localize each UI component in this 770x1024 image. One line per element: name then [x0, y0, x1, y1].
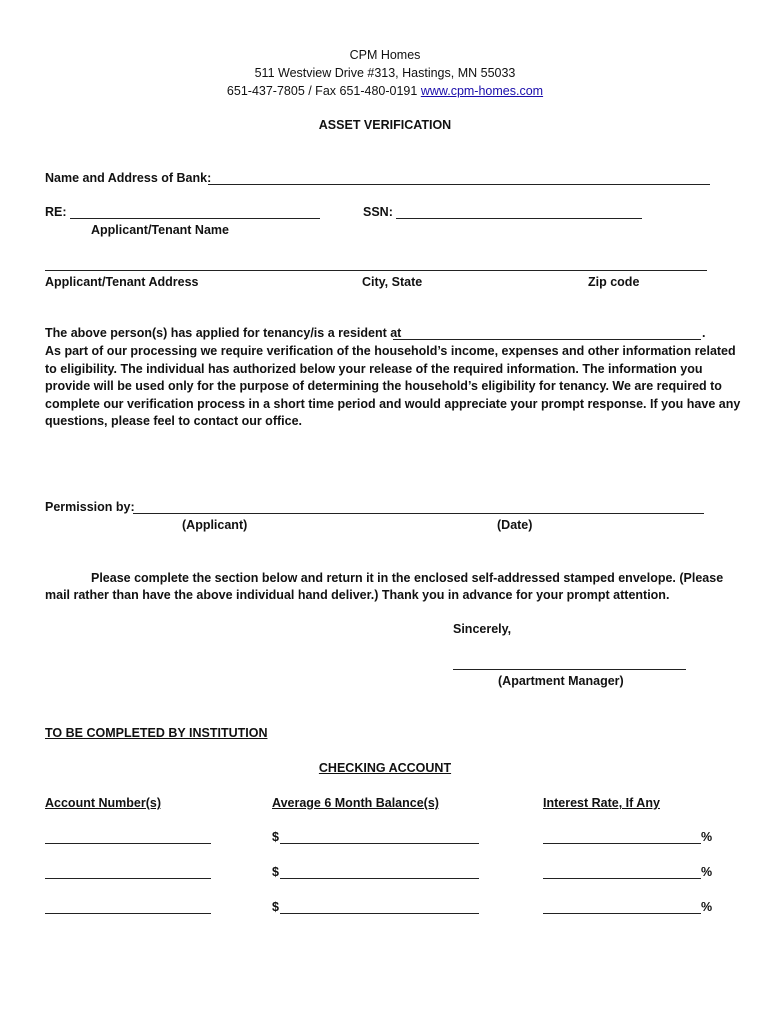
- instructions-line-1: Please complete the section below and return it in the enclosed self-addressed stamped envelope. (Please: [91, 571, 724, 585]
- website-link[interactable]: www.cpm-homes.com: [420, 84, 544, 98]
- column-interest-rate: Interest Rate, If Any: [543, 796, 660, 810]
- permission-label: Permission by:: [45, 500, 135, 514]
- percent-symbol: %: [701, 830, 713, 844]
- sincerely-text: Sincerely,: [453, 622, 512, 636]
- balance-field[interactable]: [280, 843, 479, 844]
- residence-field[interactable]: [393, 339, 701, 340]
- paragraph-line-2: As part of our processing we require verification of the household’s income, expenses and other information related: [45, 344, 736, 358]
- percent-symbol: %: [701, 900, 713, 914]
- manager-signature-field[interactable]: [453, 669, 686, 670]
- account-number-field[interactable]: [45, 843, 211, 844]
- applicant-caption: (Applicant): [182, 518, 248, 532]
- date-caption: (Date): [497, 518, 533, 532]
- bank-label: Name and Address of Bank:: [45, 171, 212, 185]
- paragraph-line-3: to eligibility. The individual has authorized below your release of the required information. The information you: [45, 362, 703, 376]
- account-number-field[interactable]: [45, 878, 211, 879]
- company-address: 511 Westview Drive #313, Hastings, MN 55033: [254, 66, 516, 80]
- city-state-label: City, State: [362, 275, 423, 289]
- company-name: CPM Homes: [349, 48, 421, 62]
- paragraph-line-5: complete our verification process in a short time period and would appreciate your prompt response. If you have any: [45, 397, 741, 411]
- institution-heading: TO BE COMPLETED BY INSTITUTION: [45, 726, 268, 740]
- interest-rate-field[interactable]: [543, 913, 701, 914]
- account-number-field[interactable]: [45, 913, 211, 914]
- balance-field[interactable]: [280, 878, 479, 879]
- paragraph-line-1-text: The above person(s) has applied for tenancy/is a resident at: [45, 326, 402, 340]
- paragraph-line-6: questions, please feel to contact our office.: [45, 414, 302, 428]
- ssn-field[interactable]: [396, 218, 642, 219]
- balance-field[interactable]: [280, 913, 479, 914]
- percent-symbol: %: [701, 865, 713, 879]
- company-contact: [0, 84, 770, 98]
- residence-field-period: .: [702, 326, 706, 340]
- column-average-balance: Average 6 Month Balance(s): [272, 796, 439, 810]
- currency-symbol: $: [272, 830, 279, 844]
- ssn-label: SSN:: [363, 205, 393, 219]
- interest-rate-field[interactable]: [543, 878, 701, 879]
- bank-field[interactable]: [208, 184, 710, 185]
- address-field[interactable]: [45, 270, 707, 271]
- phone-fax: 651-437-7805 / Fax 651-480-0191: [226, 84, 418, 98]
- manager-caption: (Apartment Manager): [498, 674, 624, 688]
- permission-signature-field[interactable]: [133, 513, 704, 514]
- checking-account-heading: CHECKING ACCOUNT: [318, 761, 452, 775]
- re-field[interactable]: [70, 218, 320, 219]
- interest-rate-field[interactable]: [543, 843, 701, 844]
- paragraph-line-4: provide will be used only for the purpose of determining the household’s eligibility for tenancy. We are required to: [45, 379, 722, 393]
- applicant-name-label: Applicant/Tenant Name: [91, 223, 229, 237]
- zip-label: Zip code: [588, 275, 640, 289]
- currency-symbol: $: [272, 865, 279, 879]
- currency-symbol: $: [272, 900, 279, 914]
- paragraph-line-1: [45, 325, 401, 343]
- applicant-address-label: Applicant/Tenant Address: [45, 275, 199, 289]
- form-title: ASSET VERIFICATION: [318, 118, 452, 132]
- re-label: RE:: [45, 205, 67, 219]
- instructions-line-2: mail rather than have the above individual hand deliver.) Thank you in advance for your prompt attention.: [45, 588, 670, 602]
- column-account-number: Account Number(s): [45, 796, 161, 810]
